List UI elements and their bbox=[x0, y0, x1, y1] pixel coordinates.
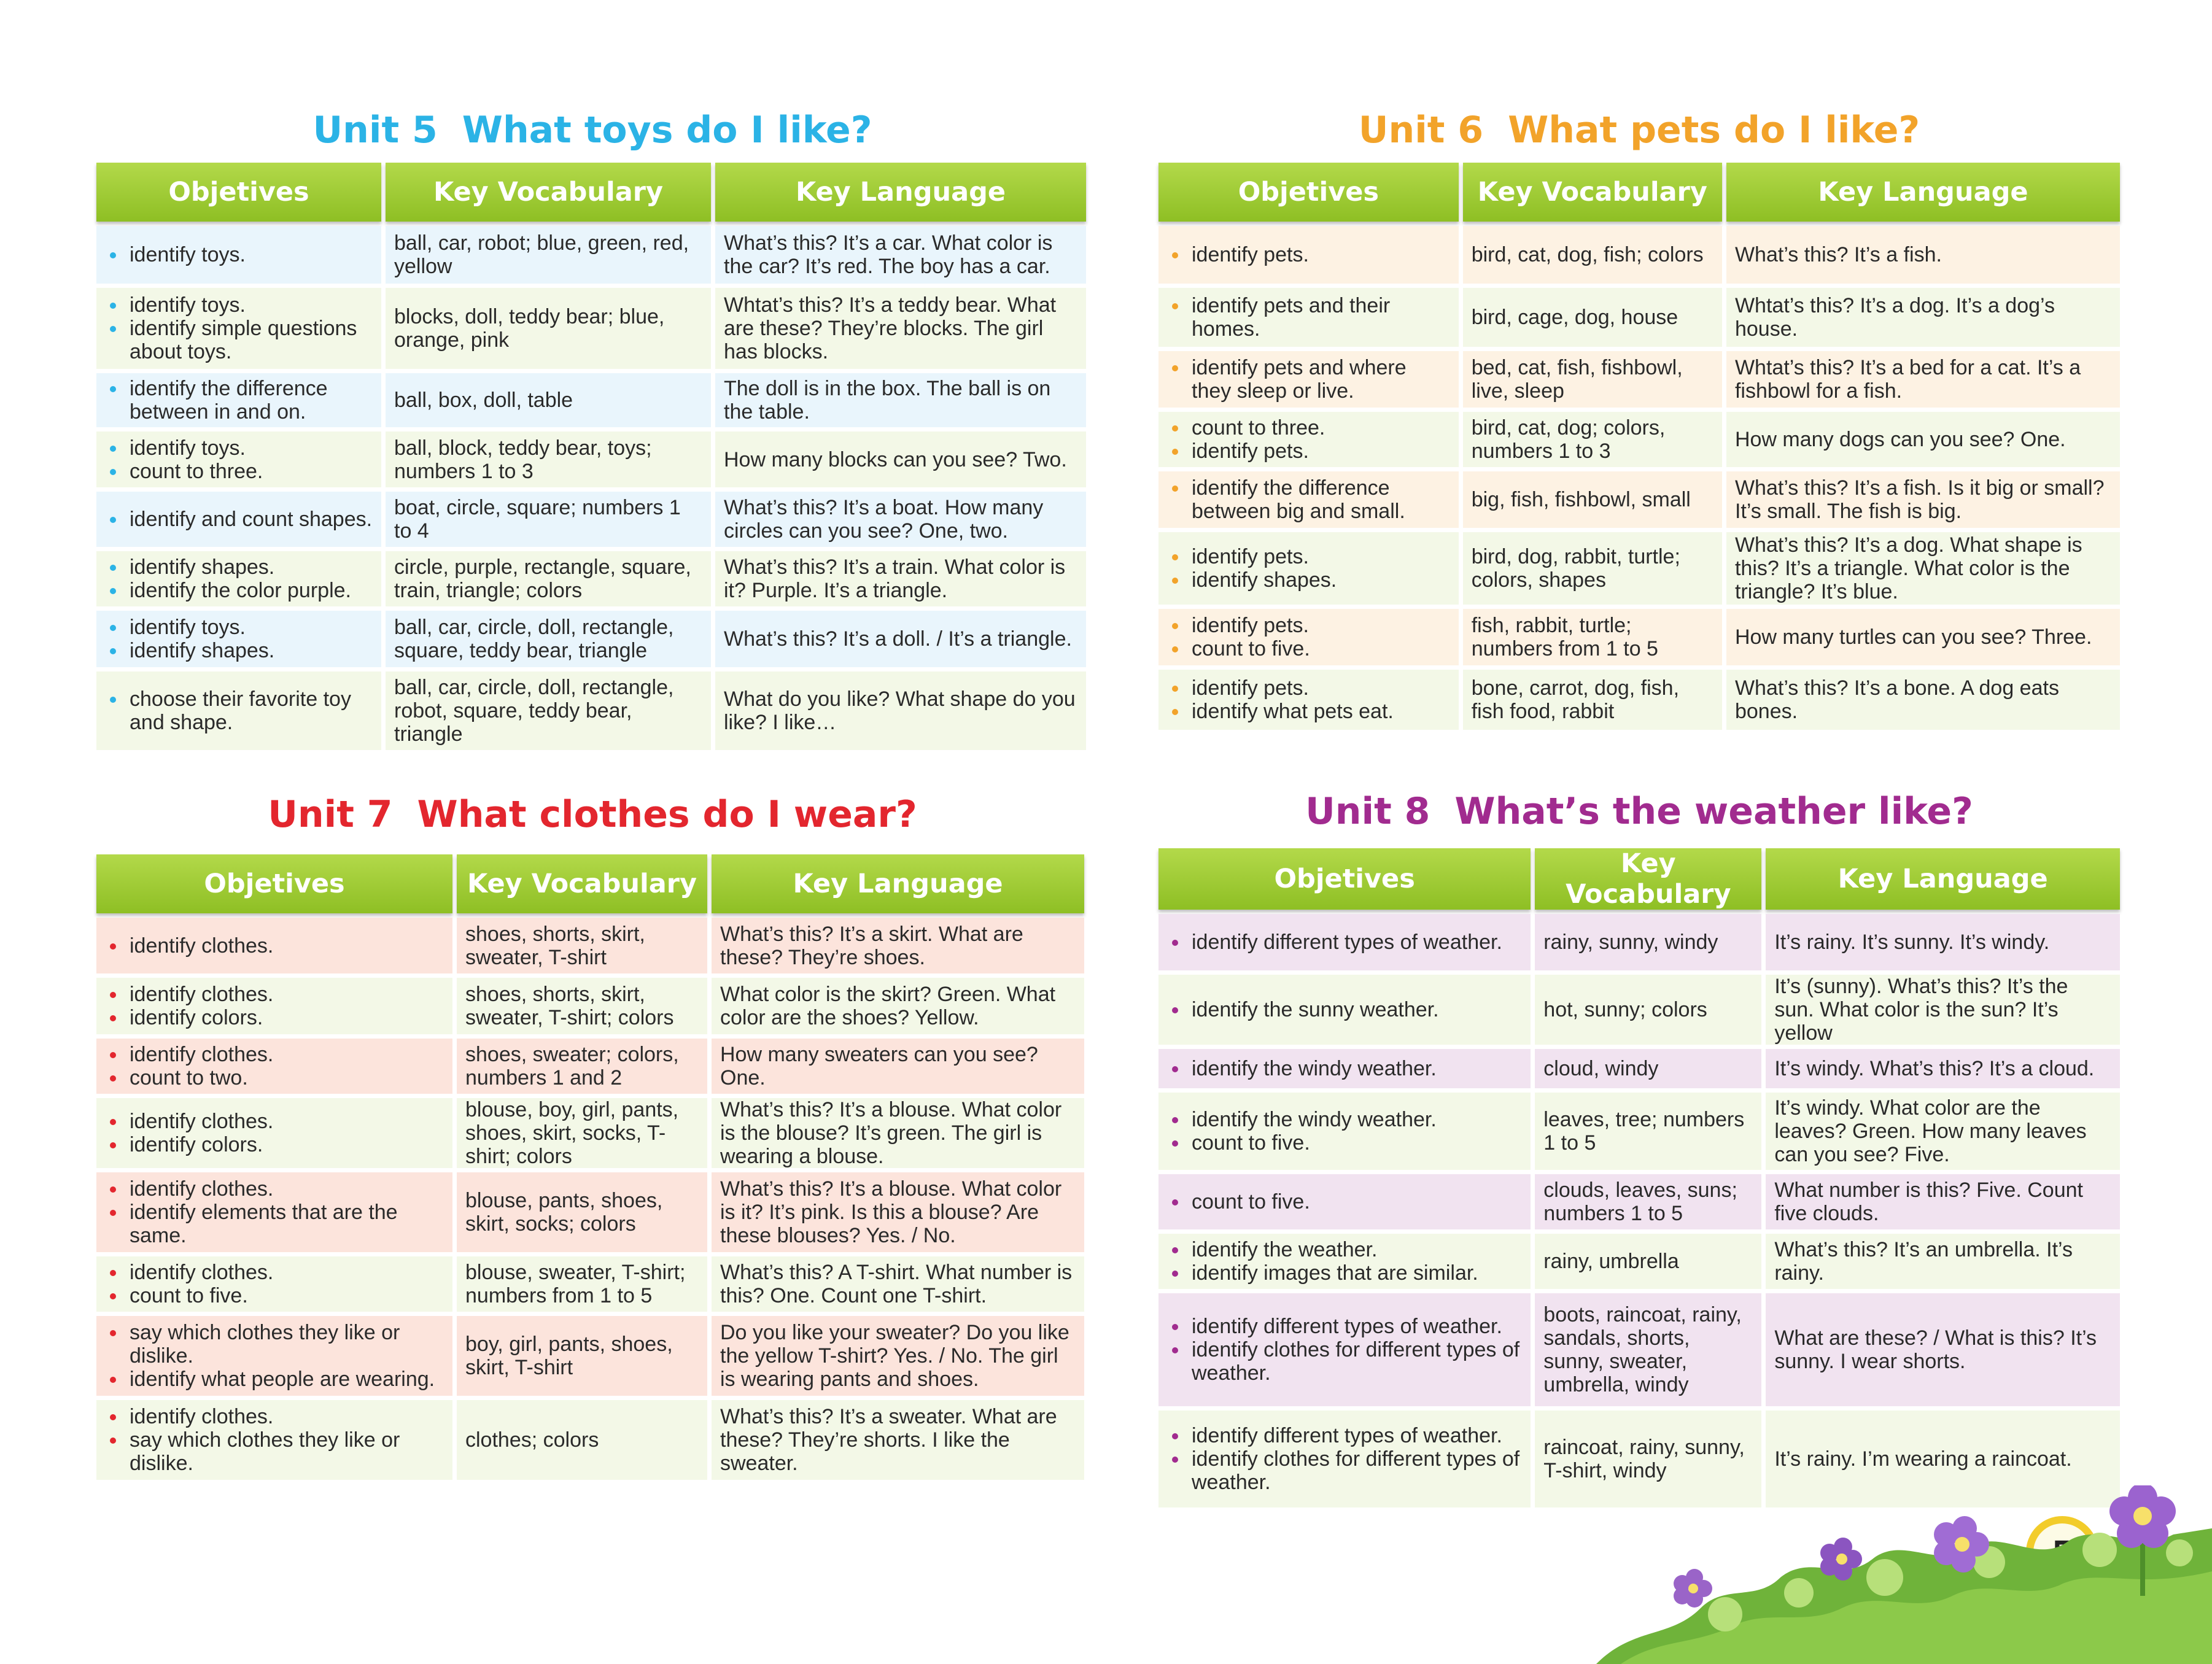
objectives-list bbox=[106, 934, 444, 958]
table-header-row bbox=[96, 854, 1084, 913]
objectives-table bbox=[1154, 844, 2124, 1512]
table-row bbox=[1158, 975, 2120, 1045]
language-cell: What’s this? A T-shirt. What number is this? One. Count one T-shirt. bbox=[712, 1256, 1084, 1312]
table-row bbox=[96, 918, 1084, 973]
objectives-list bbox=[106, 1110, 444, 1156]
objectives-list bbox=[1168, 356, 1450, 403]
objective-item: identify toys. bbox=[106, 616, 373, 639]
objective-item: identify pets. bbox=[1168, 676, 1450, 700]
unit-question: What’s the weather like? bbox=[1454, 790, 1973, 833]
table-row bbox=[1158, 670, 2120, 730]
objective-item: identify toys. bbox=[106, 243, 373, 266]
vocabulary-cell: rainy, umbrella bbox=[1535, 1234, 1761, 1289]
objectives-list bbox=[106, 555, 373, 602]
objectives-cell bbox=[1158, 226, 1459, 284]
vocabulary-cell: ball, car, circle, doll, rectangle, square, teddy bear, triangle bbox=[386, 611, 711, 667]
language-cell: What color is the skirt? Green. What color are the shoes? Yellow. bbox=[712, 978, 1084, 1034]
objective-item: choose their favorite toy and shape. bbox=[106, 687, 373, 734]
unit-title bbox=[92, 104, 1093, 156]
vocabulary-cell: ball, box, doll, table bbox=[386, 373, 711, 427]
vocabulary-cell: clouds, leaves, suns; numbers 1 to 5 bbox=[1535, 1174, 1761, 1229]
vocabulary-cell: blouse, boy, girl, pants, shoes, skirt, socks, T-shirt; colors bbox=[457, 1098, 707, 1168]
table-row bbox=[96, 671, 1086, 750]
language-header: Key Language bbox=[1726, 163, 2120, 222]
objective-item: identify clothes. bbox=[106, 983, 444, 1006]
table-row bbox=[1158, 1234, 2120, 1289]
objectives-list bbox=[1168, 1057, 1522, 1080]
objectives-cell bbox=[1158, 351, 1459, 408]
unit-question: What clothes do I wear? bbox=[417, 793, 917, 836]
vocabulary-cell: blocks, doll, teddy bear; blue, orange, pink bbox=[386, 288, 711, 369]
vocabulary-header: Key Vocabulary bbox=[457, 854, 707, 913]
table-row bbox=[96, 551, 1086, 606]
table-row bbox=[1158, 532, 2120, 605]
objectives-list bbox=[1168, 1424, 1522, 1494]
unit-number: Unit 7 bbox=[268, 793, 393, 836]
vocabulary-cell: boy, girl, pants, shoes, skirt, T-shirt bbox=[457, 1316, 707, 1396]
language-cell: What are these? / What is this? It’s sunny. I wear shorts. bbox=[1766, 1293, 2120, 1406]
objective-item: identify clothes for different types of weather. bbox=[1168, 1338, 1522, 1385]
objective-item: identify elements that are the same. bbox=[106, 1201, 444, 1247]
objectives-cell bbox=[96, 551, 381, 606]
unit-8-section bbox=[1154, 786, 2124, 1494]
objectives-cell bbox=[96, 1256, 452, 1312]
unit-7-section bbox=[92, 789, 1093, 1488]
objectives-cell bbox=[96, 1098, 452, 1168]
vocabulary-cell: circle, purple, rectangle, square, train, triangle; colors bbox=[386, 551, 711, 606]
objective-item: say which clothes they like or dislike. bbox=[106, 1428, 444, 1475]
objectives-table bbox=[92, 158, 1090, 754]
objectives-list bbox=[1168, 545, 1450, 592]
objective-item: identify what pets eat. bbox=[1168, 700, 1450, 723]
objective-item: identify the sunny weather. bbox=[1168, 998, 1522, 1021]
objectives-cell bbox=[96, 492, 381, 547]
objective-item: count to two. bbox=[106, 1066, 444, 1089]
objectives-table bbox=[92, 850, 1089, 1484]
vocabulary-cell: bed, cat, fish, fishbowl, live, sleep bbox=[1463, 351, 1722, 408]
objective-item: count to three. bbox=[1168, 416, 1450, 439]
unit-title bbox=[92, 789, 1093, 840]
objectives-list bbox=[106, 293, 373, 363]
objectives-cell bbox=[96, 1172, 452, 1252]
objectives-list bbox=[1168, 476, 1450, 523]
objectives-list bbox=[1168, 931, 1522, 954]
language-cell: What’s this? It’s a bone. A dog eats bones. bbox=[1726, 670, 2120, 730]
objective-item: identify shapes. bbox=[1168, 568, 1450, 592]
table-row bbox=[1158, 226, 2120, 284]
objectives-cell bbox=[1158, 412, 1459, 467]
objective-item: count to five. bbox=[106, 1284, 444, 1307]
objectives-list bbox=[106, 243, 373, 266]
language-cell: What’s this? It’s a boat. How many circles can you see? One, two. bbox=[715, 492, 1086, 547]
objective-item: identify clothes. bbox=[106, 1405, 444, 1428]
language-cell: It’s rainy. It’s sunny. It’s windy. bbox=[1766, 914, 2120, 970]
objectives-cell bbox=[96, 431, 381, 487]
vocabulary-cell: blouse, pants, shoes, skirt, socks; colors bbox=[457, 1172, 707, 1252]
objectives-cell bbox=[1158, 471, 1459, 528]
table-row bbox=[96, 373, 1086, 427]
objectives-cell bbox=[1158, 1049, 1531, 1088]
objectives-cell bbox=[1158, 1293, 1531, 1406]
table-row bbox=[96, 1039, 1084, 1094]
objective-item: identify clothes. bbox=[106, 1177, 444, 1201]
table-row bbox=[96, 431, 1086, 487]
objective-item: say which clothes they like or dislike. bbox=[106, 1321, 444, 1368]
objective-item: identify the windy weather. bbox=[1168, 1108, 1522, 1131]
unit-number: Unit 6 bbox=[1358, 109, 1484, 152]
objectives-list bbox=[106, 1405, 444, 1475]
table-row bbox=[1158, 412, 2120, 467]
vocabulary-cell: hot, sunny; colors bbox=[1535, 975, 1761, 1045]
objectives-cell bbox=[1158, 1174, 1531, 1229]
vocabulary-cell: bird, cat, dog, fish; colors bbox=[1463, 226, 1722, 284]
language-cell: It’s windy. What’s this? It’s a cloud. bbox=[1766, 1049, 2120, 1088]
objectives-list bbox=[106, 377, 373, 424]
vocabulary-header: Key Vocabulary bbox=[1535, 848, 1761, 910]
language-cell: How many turtles can you see? Three. bbox=[1726, 609, 2120, 665]
language-cell: What’s this? It’s a train. What color is it? Purple. It’s a triangle. bbox=[715, 551, 1086, 606]
objective-item: identify the windy weather. bbox=[1168, 1057, 1522, 1080]
objectives-header: Objetives bbox=[1158, 163, 1459, 222]
table-row bbox=[96, 226, 1086, 284]
objectives-cell bbox=[96, 373, 381, 427]
table-row bbox=[96, 1400, 1084, 1480]
objective-item: identify what people are wearing. bbox=[106, 1368, 444, 1391]
vocabulary-cell: leaves, tree; numbers 1 to 5 bbox=[1535, 1093, 1761, 1170]
vocabulary-cell: shoes, shorts, skirt, sweater, T-shirt bbox=[457, 918, 707, 973]
objective-item: identify and count shapes. bbox=[106, 508, 373, 531]
language-header: Key Language bbox=[715, 163, 1086, 222]
table-row bbox=[1158, 1174, 2120, 1229]
language-header: Key Language bbox=[712, 854, 1084, 913]
objectives-list bbox=[1168, 1190, 1522, 1213]
objectives-list bbox=[106, 1321, 444, 1391]
table-row bbox=[1158, 471, 2120, 528]
table-row bbox=[96, 1316, 1084, 1396]
unit-question: What toys do I like? bbox=[462, 109, 872, 152]
objective-item: identify the weather. bbox=[1168, 1238, 1522, 1261]
objectives-list bbox=[106, 1177, 444, 1247]
vocabulary-cell: ball, car, circle, doll, rectangle, robot, square, teddy bear, triangle bbox=[386, 671, 711, 750]
objectives-cell bbox=[96, 978, 452, 1034]
objective-item: identify shapes. bbox=[106, 639, 373, 662]
objective-item: identify pets and their homes. bbox=[1168, 294, 1450, 341]
objective-item: count to five. bbox=[1168, 1190, 1522, 1213]
objective-item: count to five. bbox=[1168, 1131, 1522, 1155]
language-cell: What’s this? It’s a dog. What shape is this? It’s a triangle. What color is the triangle? It’s blue. bbox=[1726, 532, 2120, 605]
objectives-cell bbox=[1158, 288, 1459, 347]
objectives-list bbox=[1168, 998, 1522, 1021]
table-row bbox=[1158, 351, 2120, 408]
table-row bbox=[96, 1172, 1084, 1252]
table-row bbox=[96, 1256, 1084, 1312]
table-header-row bbox=[96, 163, 1086, 222]
objective-item: identify the difference between big and small. bbox=[1168, 476, 1450, 523]
language-cell: The doll is in the box. The ball is on the table. bbox=[715, 373, 1086, 427]
vocabulary-cell: ball, car, robot; blue, green, red, yellow bbox=[386, 226, 711, 284]
table-row bbox=[1158, 1293, 2120, 1406]
language-cell: How many sweaters can you see? One. bbox=[712, 1039, 1084, 1094]
table-header-row bbox=[1158, 848, 2120, 910]
objectives-list bbox=[106, 1043, 444, 1089]
objectives-header: Objetives bbox=[96, 854, 452, 913]
objective-item: identify clothes. bbox=[106, 934, 444, 958]
objectives-list bbox=[1168, 243, 1450, 266]
objectives-cell bbox=[96, 918, 452, 973]
unit-number: Unit 5 bbox=[312, 109, 438, 152]
objectives-cell bbox=[96, 1400, 452, 1480]
objective-item: identify pets. bbox=[1168, 243, 1450, 266]
language-cell: What’s this? It’s a sweater. What are these? They’re shorts. I like the sweater. bbox=[712, 1400, 1084, 1480]
language-cell: Do you like your sweater? Do you like the yellow T-shirt? Yes. / No. The girl is wearing pants and shoes. bbox=[712, 1316, 1084, 1396]
table-row bbox=[96, 288, 1086, 369]
vocabulary-cell: bird, cage, dog, house bbox=[1463, 288, 1722, 347]
objective-item: identify colors. bbox=[106, 1133, 444, 1156]
objectives-cell bbox=[96, 1316, 452, 1396]
vocabulary-cell: raincoat, rainy, sunny, T-shirt, windy bbox=[1535, 1411, 1761, 1507]
objective-item: identify clothes for different types of weather. bbox=[1168, 1447, 1522, 1494]
objectives-list bbox=[106, 1261, 444, 1307]
vocabulary-cell: big, fish, fishbowl, small bbox=[1463, 471, 1722, 528]
vocabulary-cell: boat, circle, square; numbers 1 to 4 bbox=[386, 492, 711, 547]
objective-item: identify shapes. bbox=[106, 555, 373, 579]
objectives-cell bbox=[96, 288, 381, 369]
objective-item: identify clothes. bbox=[106, 1110, 444, 1133]
language-header: Key Language bbox=[1766, 848, 2120, 910]
objectives-list bbox=[106, 508, 373, 531]
table-row bbox=[96, 492, 1086, 547]
language-cell: It’s rainy. I’m wearing a raincoat. bbox=[1766, 1411, 2120, 1507]
table-row bbox=[1158, 914, 2120, 970]
table-header-row bbox=[1158, 163, 2120, 222]
objectives-cell bbox=[1158, 609, 1459, 665]
objectives-list bbox=[1168, 294, 1450, 341]
vocabulary-cell: boots, raincoat, rainy, sandals, shorts, sunny, sweater, umbrella, windy bbox=[1535, 1293, 1761, 1406]
objectives-cell bbox=[1158, 670, 1459, 730]
objective-item: identify clothes. bbox=[106, 1043, 444, 1066]
objectives-cell bbox=[1158, 532, 1459, 605]
vocabulary-cell: clothes; colors bbox=[457, 1400, 707, 1480]
objective-item: identify toys. bbox=[106, 436, 373, 460]
objective-item: identify the color purple. bbox=[106, 579, 373, 602]
unit-6-section bbox=[1154, 104, 2124, 755]
objectives-list bbox=[1168, 416, 1450, 463]
vocabulary-cell: bone, carrot, dog, fish, fish food, rabbit bbox=[1463, 670, 1722, 730]
objectives-table bbox=[1154, 158, 2124, 734]
language-cell: What number is this? Five. Count five clouds. bbox=[1766, 1174, 2120, 1229]
vocabulary-cell: bird, dog, rabbit, turtle; colors, shapes bbox=[1463, 532, 1722, 605]
objectives-cell bbox=[1158, 975, 1531, 1045]
unit-title bbox=[1154, 104, 2124, 156]
table-row bbox=[96, 1098, 1084, 1168]
table-row bbox=[1158, 1093, 2120, 1170]
objective-item: identify images that are similar. bbox=[1168, 1261, 1522, 1285]
vocabulary-cell: blouse, sweater, T-shirt; numbers from 1 to 5 bbox=[457, 1256, 707, 1312]
vocabulary-cell: bird, cat, dog; colors, numbers 1 to 3 bbox=[1463, 412, 1722, 467]
objectives-list bbox=[106, 616, 373, 662]
table-row bbox=[96, 611, 1086, 667]
vocabulary-header: Key Vocabulary bbox=[1463, 163, 1722, 222]
objectives-cell bbox=[1158, 1411, 1531, 1507]
objectives-cell bbox=[1158, 1093, 1531, 1170]
objective-item: identify pets and where they sleep or live. bbox=[1168, 356, 1450, 403]
objective-item: count to five. bbox=[1168, 637, 1450, 660]
objective-item: identify the difference between in and on. bbox=[106, 377, 373, 424]
language-cell: Whtat’s this? It’s a teddy bear. What are these? They’re blocks. The girl has blocks. bbox=[715, 288, 1086, 369]
language-cell: What’s this? It’s a skirt. What are these? They’re shoes. bbox=[712, 918, 1084, 973]
table-row bbox=[96, 978, 1084, 1034]
language-cell: What’s this? It’s a fish. bbox=[1726, 226, 2120, 284]
objectives-list bbox=[1168, 1108, 1522, 1155]
objectives-cell bbox=[96, 611, 381, 667]
objectives-header: Objetives bbox=[96, 163, 381, 222]
vocabulary-header: Key Vocabulary bbox=[386, 163, 711, 222]
table-row bbox=[1158, 609, 2120, 665]
objectives-cell bbox=[1158, 914, 1531, 970]
objective-item: identify different types of weather. bbox=[1168, 1424, 1522, 1447]
language-cell: What’s this? It’s a fish. Is it big or small? It’s small. The fish is big. bbox=[1726, 471, 2120, 528]
objectives-list bbox=[1168, 1238, 1522, 1285]
objective-item: identify different types of weather. bbox=[1168, 1315, 1522, 1338]
objectives-cell bbox=[1158, 1234, 1531, 1289]
language-cell: What’s this? It’s a blouse. What color is the blouse? It’s green. The girl is wearing a blouse. bbox=[712, 1098, 1084, 1168]
objectives-list bbox=[106, 436, 373, 483]
language-cell: What’s this? It’s a car. What color is the car? It’s red. The boy has a car. bbox=[715, 226, 1086, 284]
objectives-list bbox=[1168, 1315, 1522, 1385]
unit-number: Unit 8 bbox=[1305, 790, 1430, 833]
objective-item: identify simple questions about toys. bbox=[106, 317, 373, 363]
language-cell: Whtat’s this? It’s a dog. It’s a dog’s house. bbox=[1726, 288, 2120, 347]
vocabulary-cell: shoes, sweater; colors, numbers 1 and 2 bbox=[457, 1039, 707, 1094]
objective-item: identify pets. bbox=[1168, 614, 1450, 637]
vocabulary-cell: rainy, sunny, windy bbox=[1535, 914, 1761, 970]
language-cell: What do you like? What shape do you like? I like… bbox=[715, 671, 1086, 750]
vocabulary-cell: cloud, windy bbox=[1535, 1049, 1761, 1088]
table-row bbox=[1158, 288, 2120, 347]
language-cell: It’s windy. What color are the leaves? Green. How many leaves can you see? Five. bbox=[1766, 1093, 2120, 1170]
objective-item: identify pets. bbox=[1168, 439, 1450, 463]
vocabulary-cell: shoes, shorts, skirt, sweater, T-shirt; colors bbox=[457, 978, 707, 1034]
table-row bbox=[1158, 1049, 2120, 1088]
language-cell: What’s this? It’s a doll. / It’s a triangle. bbox=[715, 611, 1086, 667]
vocabulary-cell: ball, block, teddy bear, toys; numbers 1 to 3 bbox=[386, 431, 711, 487]
objectives-cell bbox=[96, 226, 381, 284]
unit-question: What pets do I like? bbox=[1508, 109, 1920, 152]
objectives-header: Objetives bbox=[1158, 848, 1531, 910]
objective-item: identify clothes. bbox=[106, 1261, 444, 1284]
objective-item: identify colors. bbox=[106, 1006, 444, 1029]
objective-item: identify different types of weather. bbox=[1168, 931, 1522, 954]
language-cell: How many blocks can you see? Two. bbox=[715, 431, 1086, 487]
language-cell: What’s this? It’s a blouse. What color is it? It’s pink. Is this a blouse? Are these blouses? Yes. / No. bbox=[712, 1172, 1084, 1252]
objectives-list bbox=[106, 687, 373, 734]
language-cell: Whtat’s this? It’s a bed for a cat. It’s a fishbowl for a fish. bbox=[1726, 351, 2120, 408]
unit-5-section bbox=[92, 104, 1093, 755]
objectives-list bbox=[1168, 676, 1450, 723]
objective-item: identify toys. bbox=[106, 293, 373, 317]
objective-item: identify pets. bbox=[1168, 545, 1450, 568]
objectives-list bbox=[106, 983, 444, 1029]
objectives-list bbox=[1168, 614, 1450, 660]
objectives-cell bbox=[96, 1039, 452, 1094]
objective-item: count to three. bbox=[106, 460, 373, 483]
vocabulary-cell: fish, rabbit, turtle; numbers from 1 to 5 bbox=[1463, 609, 1722, 665]
flowers-grass-illustration bbox=[1596, 1485, 2212, 1664]
unit-title bbox=[1154, 786, 2124, 837]
language-cell: It’s (sunny). What’s this? It’s the sun. What color is the sun? It’s yellow bbox=[1766, 975, 2120, 1045]
objectives-cell bbox=[96, 671, 381, 750]
language-cell: How many dogs can you see? One. bbox=[1726, 412, 2120, 467]
language-cell: What’s this? It’s an umbrella. It’s rainy. bbox=[1766, 1234, 2120, 1289]
